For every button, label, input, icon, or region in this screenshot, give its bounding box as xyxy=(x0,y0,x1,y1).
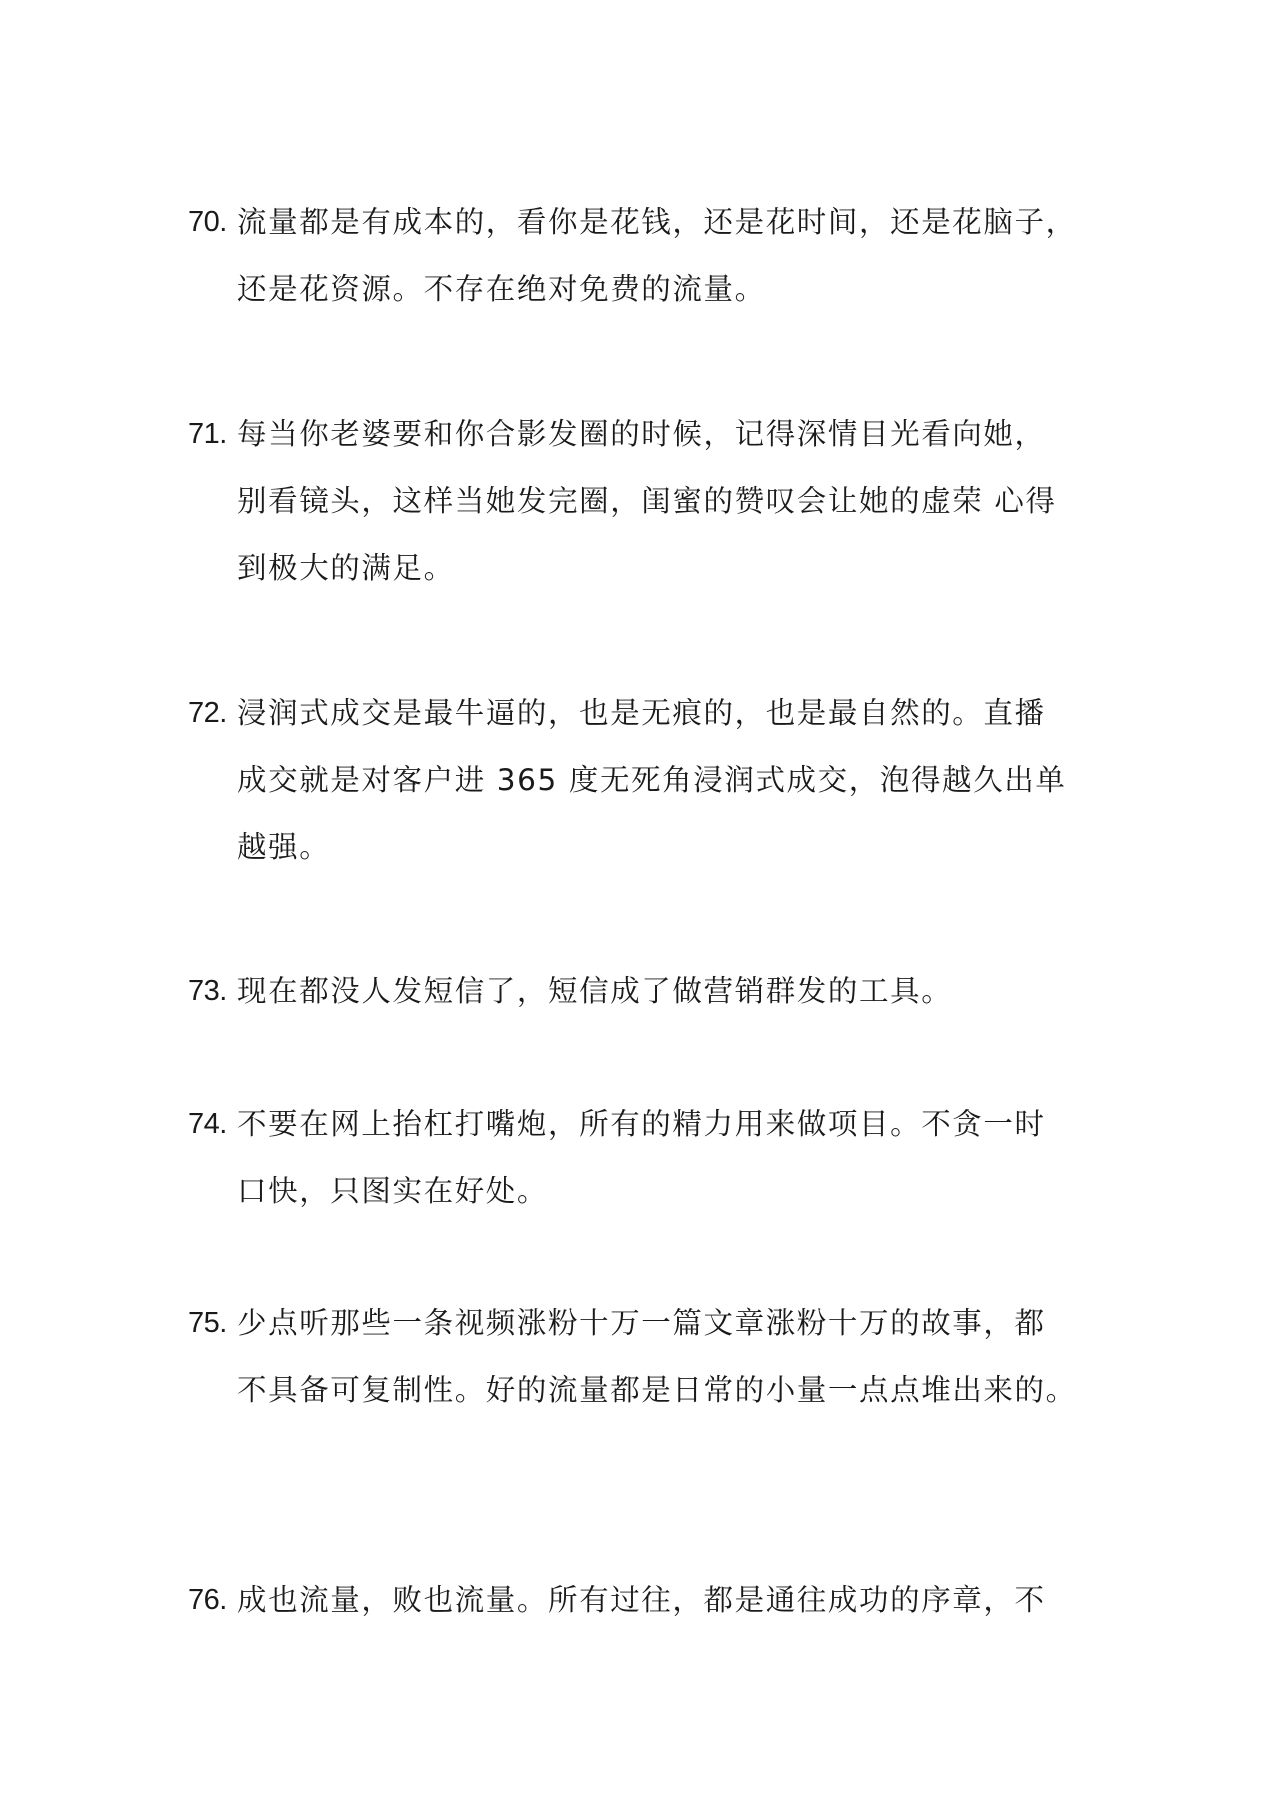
item-number: 76. xyxy=(188,1584,227,1616)
item-text-line: 不要在网上抬杠打嘴炮，所有的精力用来做项目。不贪一时 xyxy=(237,1107,1046,1141)
item-text-line: 不具备可复制性。好的流量都是日常的小量一点点堆出来的。 xyxy=(237,1373,1077,1407)
item-text-line: 越强。 xyxy=(237,830,331,864)
item-text-line: 少点听那些一条视频涨粉十万一篇文章涨粉十万的故事，都 xyxy=(237,1306,1046,1340)
item-number: 72. xyxy=(188,697,227,729)
item-number: 73. xyxy=(188,975,227,1007)
item-number: 70. xyxy=(188,206,227,238)
item-text-line: 还是花资源。不存在绝对免费的流量。 xyxy=(237,272,766,306)
item-text-line: 到极大的满足。 xyxy=(237,551,455,585)
item-text-line: 成交就是对客户进 365 度无死角浸润式成交，泡得越久出单 xyxy=(237,763,1067,797)
item-text-line: 流量都是有成本的，看你是花钱，还是花时间，还是花脑子， xyxy=(237,205,1077,239)
item-text-line: 别看镜头，这样当她发完圈，闺蜜的赞叹会让她的虚荣 心得 xyxy=(237,484,1057,518)
item-text-line: 现在都没人发短信了，短信成了做营销群发的工具。 xyxy=(237,974,953,1008)
item-text-line: 成也流量，败也流量。所有过往，都是通往成功的序章，不 xyxy=(237,1583,1046,1617)
item-text-line: 浸润式成交是最牛逼的，也是无痕的，也是最自然的。直播 xyxy=(237,696,1046,730)
item-number: 74. xyxy=(188,1108,227,1140)
item-text-line: 每当你老婆要和你合影发圈的时候，记得深情目光看向她， xyxy=(237,417,1046,451)
item-number: 71. xyxy=(188,418,227,450)
item-text-line: 口快，只图实在好处。 xyxy=(237,1174,549,1208)
item-number: 75. xyxy=(188,1307,227,1339)
